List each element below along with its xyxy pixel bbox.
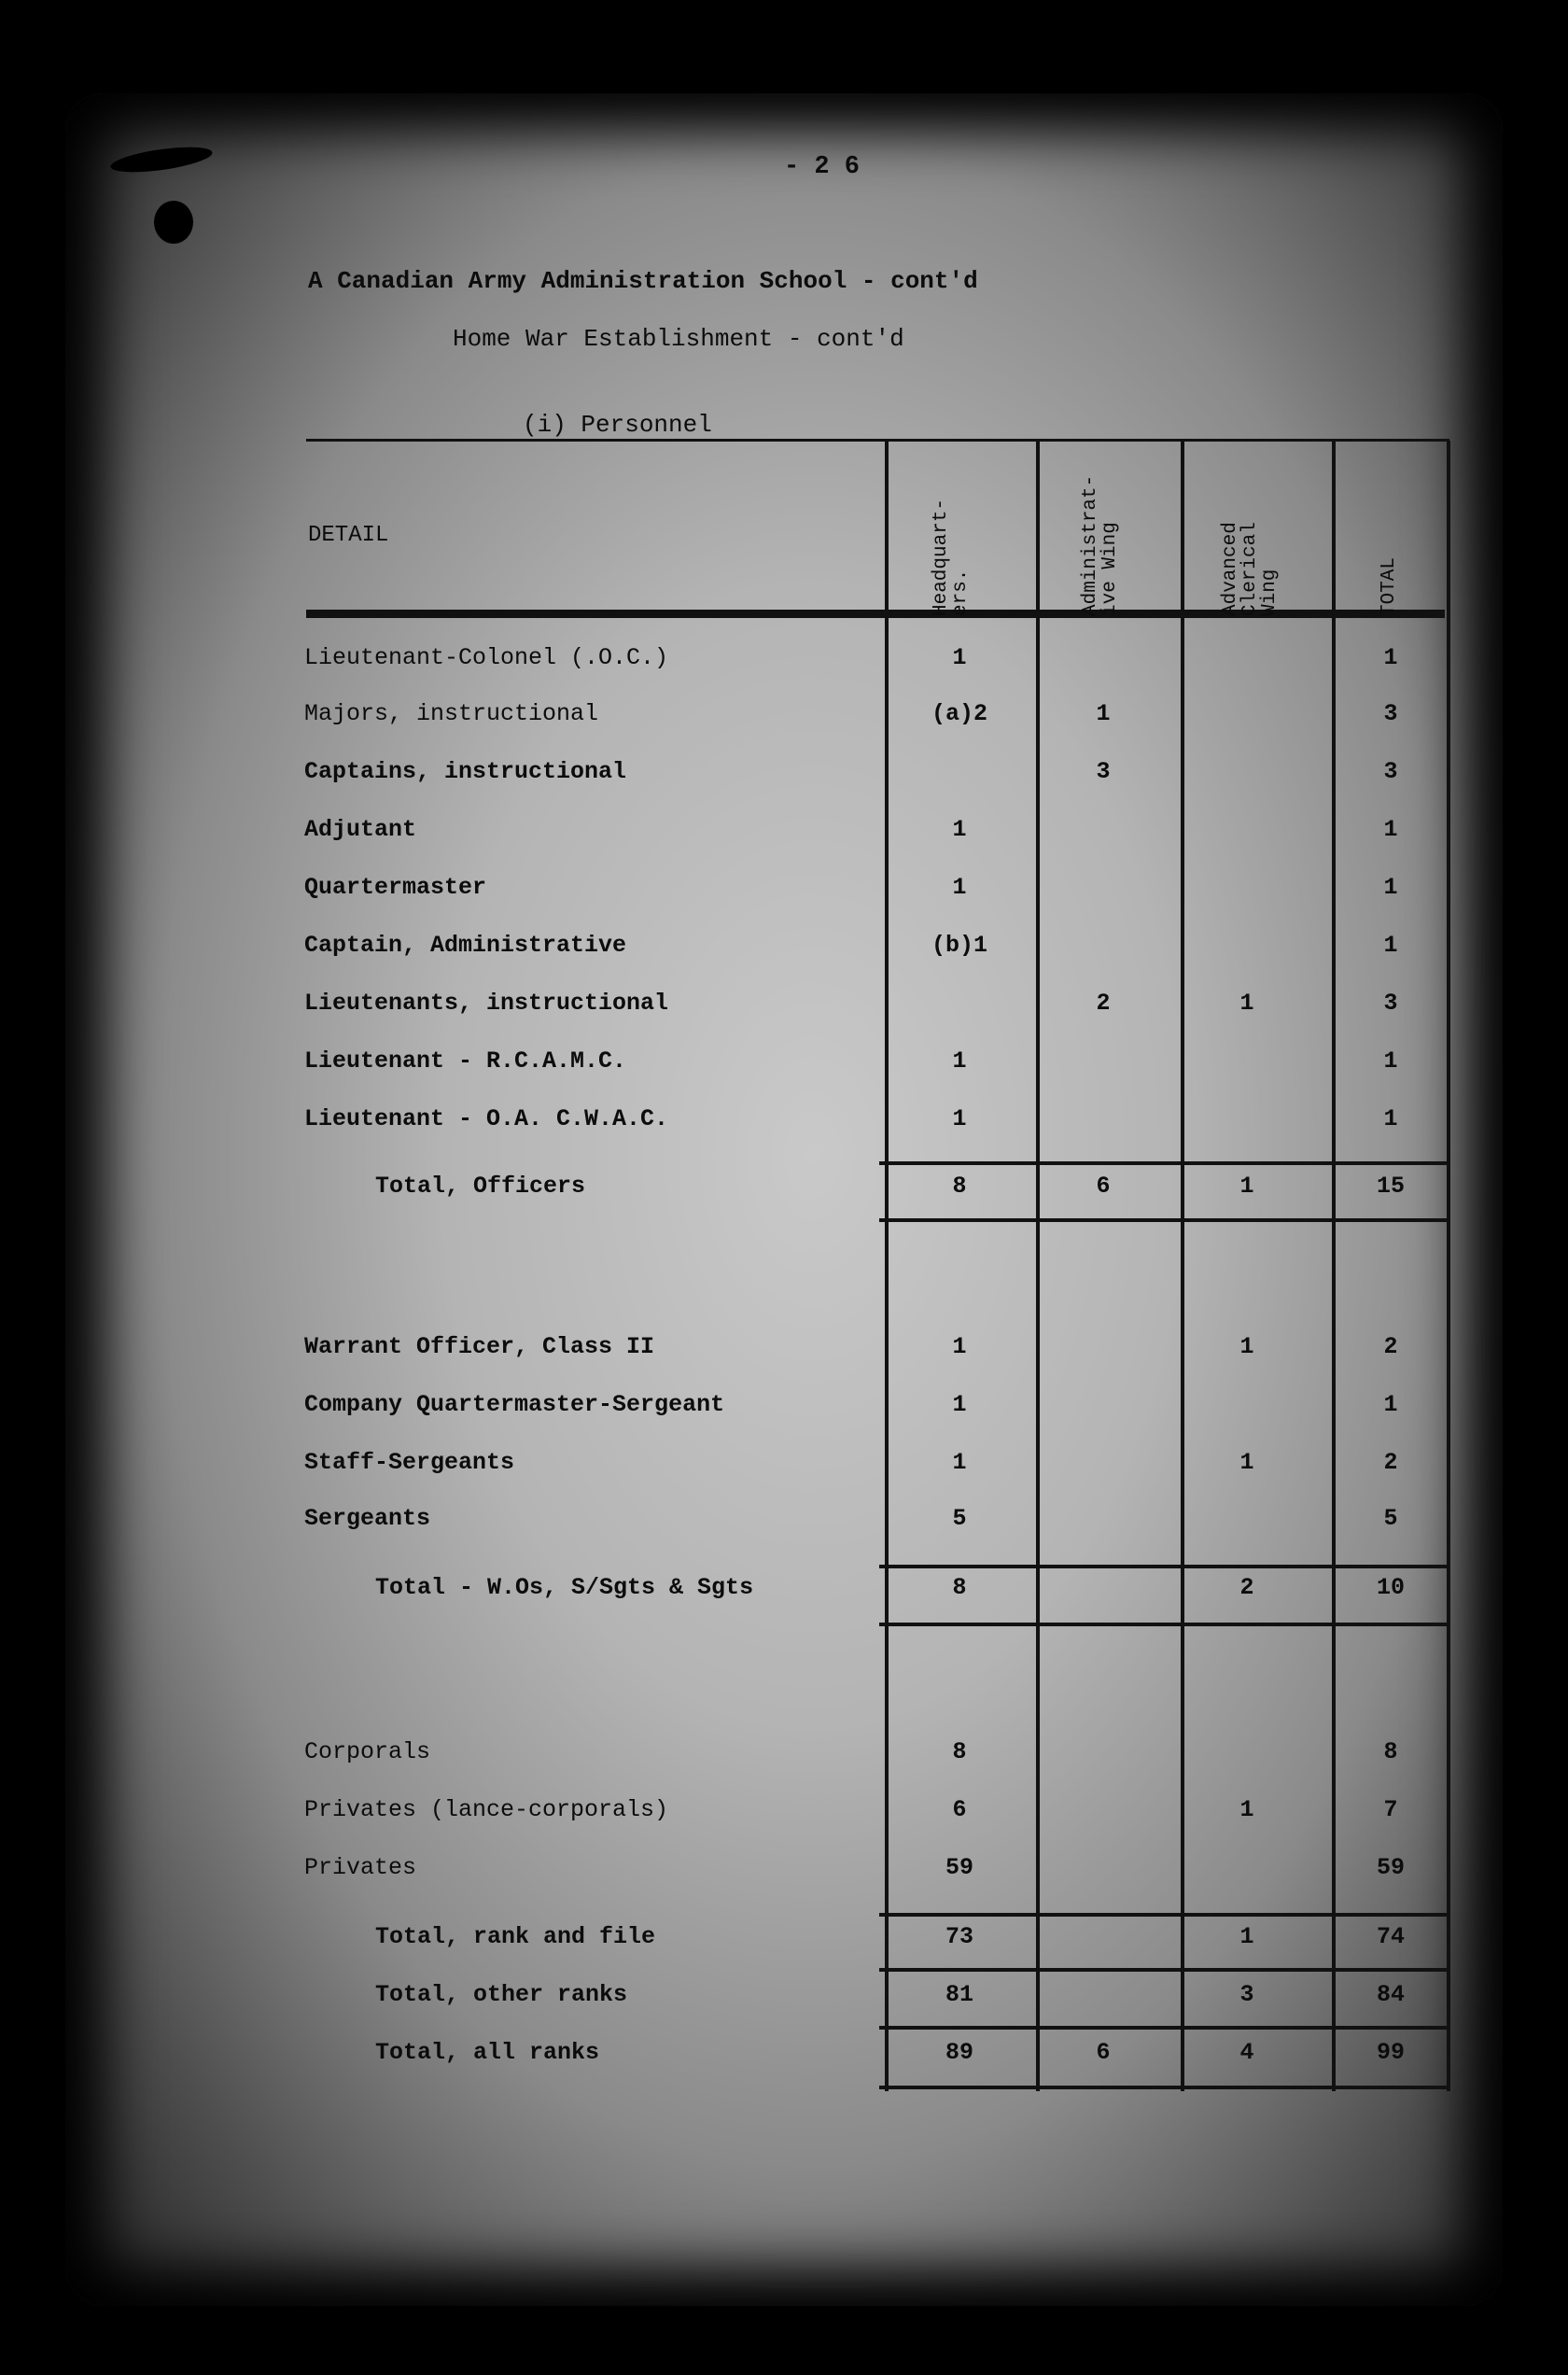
total-box-rule <box>879 2026 1450 2030</box>
total-value: 7 <box>1383 1796 1398 1823</box>
top-rule <box>306 439 1449 442</box>
admin-wing-value: 6 <box>1096 1173 1111 1200</box>
bottom-rule <box>879 2086 1450 2089</box>
document-title: A Canadian Army Administration School - cont'd <box>308 267 978 295</box>
total-box-rule <box>879 1968 1450 1972</box>
row-label: Captain, Administrative <box>304 932 627 959</box>
headquarters-value: 1 <box>952 874 967 901</box>
total-value: 1 <box>1383 1105 1398 1132</box>
row-label: Privates (lance-corporals) <box>304 1796 669 1823</box>
row-label: Corporals <box>304 1738 431 1765</box>
column-divider <box>885 441 889 2091</box>
clerical-wing-value: 2 <box>1239 1574 1254 1601</box>
total-value: 3 <box>1383 990 1398 1017</box>
row-label: Lieutenant-Colonel (.O.C.) <box>304 644 669 671</box>
column-header-headquarters: Headquart- ers. <box>931 498 972 616</box>
total-box-rule <box>879 1161 1450 1165</box>
admin-wing-value: 1 <box>1096 700 1111 727</box>
document-page <box>65 93 1503 2306</box>
column-header-advanced-clerical-wing: Advanced Clerical Wing <box>1220 522 1281 616</box>
total-value: 1 <box>1383 1047 1398 1075</box>
total-value: 3 <box>1383 758 1398 785</box>
total-value: 1 <box>1383 644 1398 671</box>
column-divider <box>1332 441 1336 2091</box>
row-label: Captains, instructional <box>304 758 627 785</box>
column-divider <box>1181 441 1184 2091</box>
total-value: 74 <box>1376 1923 1405 1950</box>
total-row-label: Total, all ranks <box>375 2039 600 2066</box>
admin-wing-value: 2 <box>1096 990 1111 1017</box>
total-row-label: Total, Officers <box>375 1173 586 1200</box>
row-label: Sergeants <box>304 1505 431 1532</box>
headquarters-value: 8 <box>952 1738 967 1765</box>
column-header-total: TOTAL <box>1379 556 1400 616</box>
page-number: - 2 6 <box>784 153 861 181</box>
row-label: Lieutenant - O.A. C.W.A.C. <box>304 1105 669 1132</box>
total-value: 5 <box>1383 1505 1398 1532</box>
total-value: 1 <box>1383 874 1398 901</box>
headquarters-value: 73 <box>945 1923 973 1950</box>
total-value: 99 <box>1376 2039 1405 2066</box>
detail-column-header: DETAIL <box>308 523 389 548</box>
headquarters-value: 81 <box>945 1981 973 2008</box>
headquarters-value: (b)1 <box>931 932 988 959</box>
admin-wing-value: 3 <box>1096 758 1111 785</box>
row-label: Adjutant <box>304 816 417 843</box>
total-value: 8 <box>1383 1738 1398 1765</box>
total-value: 3 <box>1383 700 1398 727</box>
total-value: 15 <box>1376 1173 1405 1200</box>
row-label: Lieutenant - R.C.A.M.C. <box>304 1047 627 1075</box>
clerical-wing-value: 1 <box>1239 1449 1254 1476</box>
clerical-wing-value: 1 <box>1239 990 1254 1017</box>
headquarters-value: 1 <box>952 1105 967 1132</box>
clerical-wing-value: 1 <box>1239 1796 1254 1823</box>
total-value: 1 <box>1383 1391 1398 1418</box>
row-label: Company Quartermaster-Sergeant <box>304 1391 725 1418</box>
headquarters-value: 1 <box>952 644 967 671</box>
row-label: Lieutenants, instructional <box>304 990 669 1017</box>
section-heading: (i) Personnel <box>523 411 712 439</box>
clerical-wing-value: 1 <box>1239 1923 1254 1950</box>
punch-hole <box>154 201 193 244</box>
row-label: Staff-Sergeants <box>304 1449 515 1476</box>
total-box-rule <box>879 1218 1450 1222</box>
headquarters-value: 6 <box>952 1796 967 1823</box>
clerical-wing-value: 4 <box>1239 2039 1254 2066</box>
headquarters-value: 1 <box>952 1391 967 1418</box>
headquarters-value: 8 <box>952 1173 967 1200</box>
clerical-wing-value: 1 <box>1239 1173 1254 1200</box>
row-label: Privates <box>304 1854 417 1881</box>
column-divider <box>1036 441 1040 2091</box>
headquarters-value: (a)2 <box>931 700 988 727</box>
row-label: Warrant Officer, Class II <box>304 1333 655 1360</box>
column-header-administrative-wing: Administrat- ive Wing <box>1080 474 1121 616</box>
headquarters-value: 1 <box>952 1333 967 1360</box>
clerical-wing-value: 1 <box>1239 1333 1254 1360</box>
document-subtitle: Home War Establishment - cont'd <box>453 325 904 353</box>
headquarters-value: 89 <box>945 2039 973 2066</box>
total-box-rule <box>879 1913 1450 1917</box>
row-label: Quartermaster <box>304 874 487 901</box>
headquarters-value: 59 <box>945 1854 973 1881</box>
headquarters-value: 8 <box>952 1574 967 1601</box>
total-value: 2 <box>1383 1449 1398 1476</box>
headquarters-value: 1 <box>952 816 967 843</box>
column-divider <box>1447 441 1450 2091</box>
total-value: 2 <box>1383 1333 1398 1360</box>
row-label: Majors, instructional <box>304 700 599 727</box>
total-value: 10 <box>1376 1574 1405 1601</box>
total-box-rule <box>879 1565 1450 1568</box>
total-row-label: Total, rank and file <box>375 1923 656 1950</box>
headquarters-value: 5 <box>952 1505 967 1532</box>
total-value: 59 <box>1376 1854 1405 1881</box>
admin-wing-value: 6 <box>1096 2039 1111 2066</box>
headquarters-value: 1 <box>952 1047 967 1075</box>
headquarters-value: 1 <box>952 1449 967 1476</box>
total-value: 1 <box>1383 816 1398 843</box>
total-box-rule <box>879 1623 1450 1626</box>
total-value: 84 <box>1376 1981 1405 2008</box>
total-value: 1 <box>1383 932 1398 959</box>
total-row-label: Total, other ranks <box>375 1981 628 2008</box>
total-row-label: Total - W.Os, S/Sgts & Sgts <box>375 1574 754 1601</box>
clerical-wing-value: 3 <box>1239 1981 1254 2008</box>
